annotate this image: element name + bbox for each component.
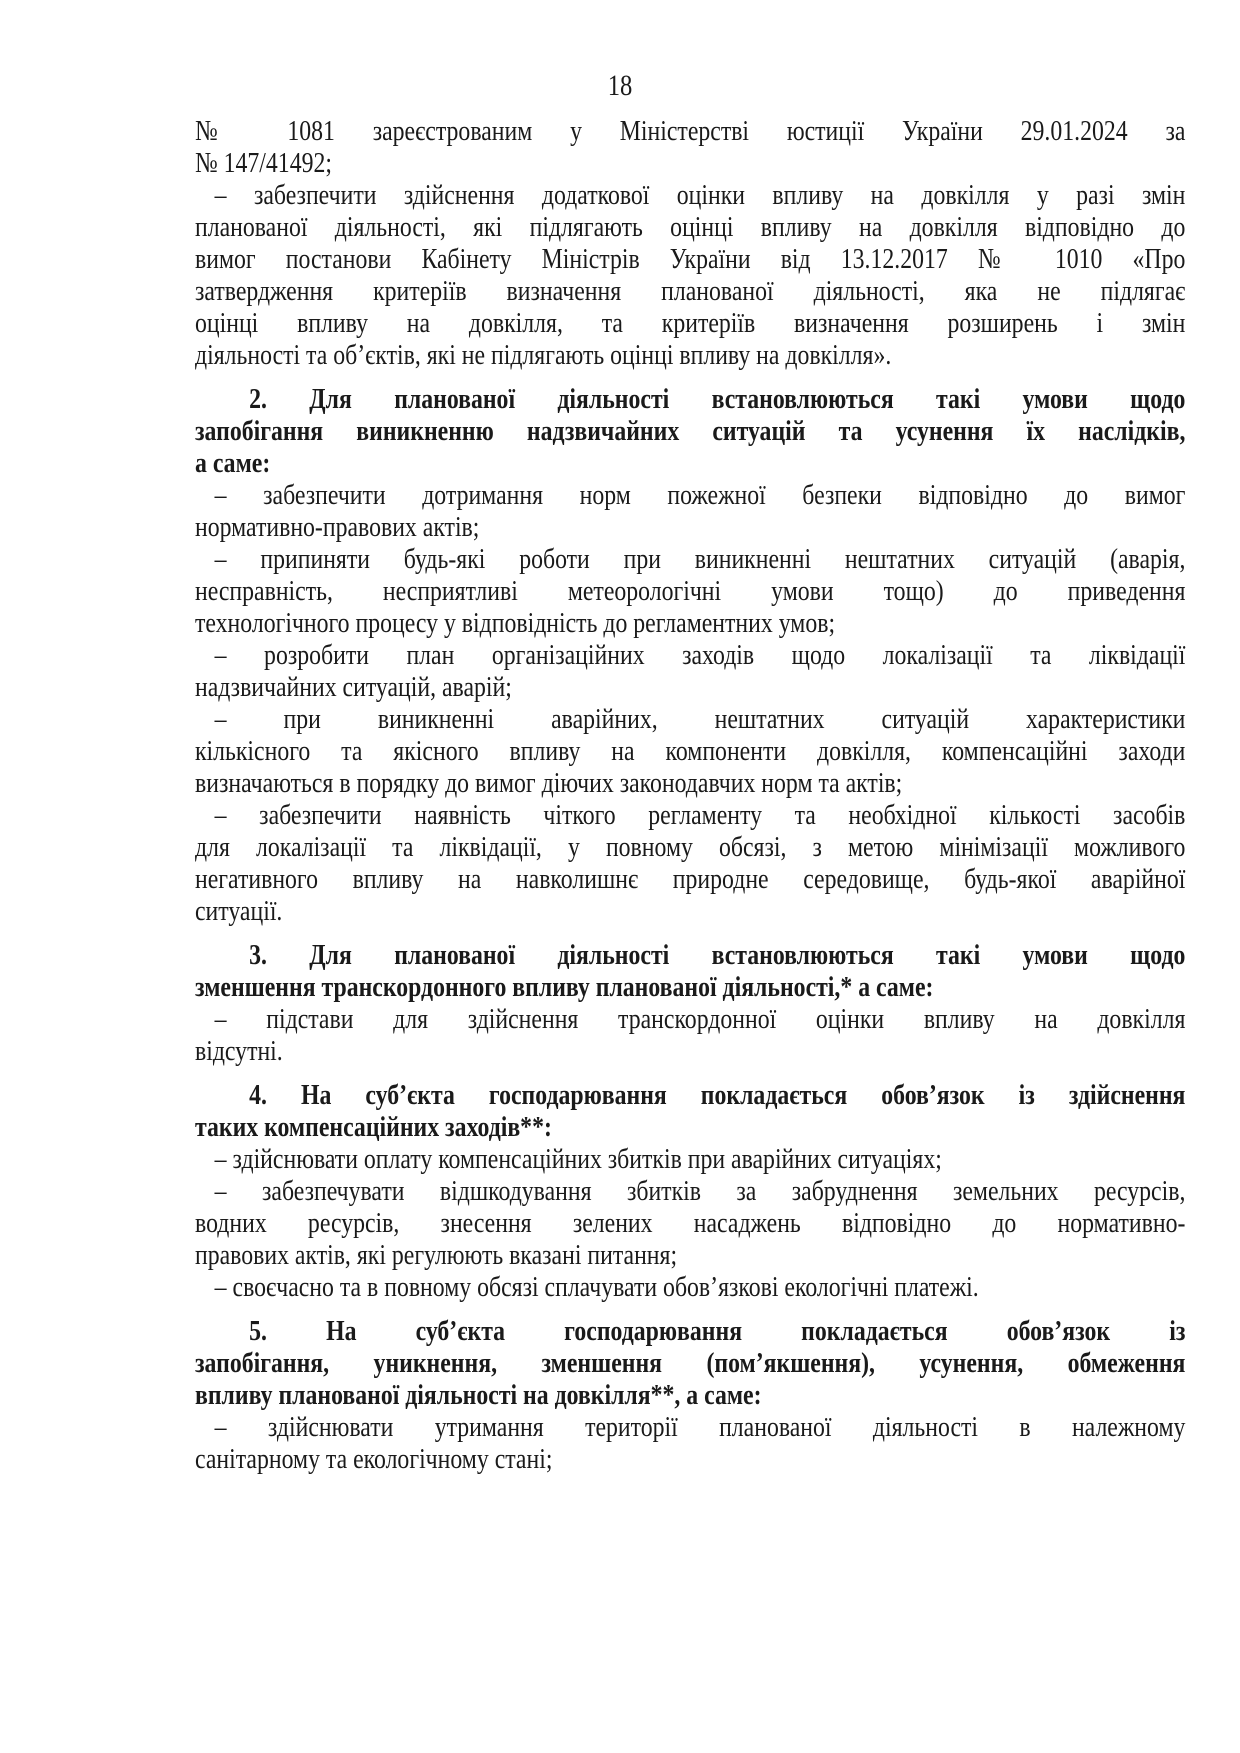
page-number: 18 [607, 69, 633, 102]
text-line-content: надзвичайних ситуацій, аварій; [195, 671, 512, 703]
text-line-content: впливу планованої діяльності на довкілля**, а саме: [195, 1379, 762, 1411]
section-gap [195, 1067, 1185, 1079]
text-line-content: 2. Для планованої діяльності встановлюються такі умови щодо [249, 383, 1186, 415]
text-line [195, 511, 1185, 543]
text-line [195, 831, 1185, 863]
text-line [195, 415, 1185, 447]
section-heading [195, 1315, 1185, 1411]
text-line-content: запобігання виникненню надзвичайних ситуацій та усунення їх наслідків, [195, 415, 1186, 447]
paragraph [195, 1411, 1185, 1475]
text-line [195, 1035, 1185, 1067]
paragraph [195, 639, 1185, 703]
text-line-content: зменшення транскордонного впливу планованої діяльності,* а саме: [195, 971, 934, 1003]
text-line-content: оцінці впливу на довкілля, та критеріїв визначення розширень і змін [195, 307, 1186, 339]
text-line [195, 1379, 1185, 1411]
paragraph [195, 479, 1185, 543]
section-gap [195, 371, 1185, 383]
paragraph [195, 703, 1185, 799]
text-line-content: водних ресурсів, знесення зелених насаджень відповідно до нормативно- [195, 1207, 1186, 1239]
text-line [195, 1411, 1185, 1443]
paragraph [195, 115, 1185, 179]
text-line-content: запобігання, уникнення, зменшення (пом’якшення), усунення, обмеження [195, 1347, 1186, 1379]
section-gap [195, 927, 1185, 939]
text-line [195, 799, 1185, 831]
text-line-content: – забезпечити наявність чіткого регламенту та необхідної кількості засобів [214, 799, 1186, 831]
text-line [195, 115, 1185, 147]
text-line-content: 5. На суб’єкта господарювання покладається обов’язок із [249, 1315, 1186, 1347]
text-line [195, 447, 1185, 479]
text-line-content: – припиняти будь-які роботи при виникненні нештатних ситуацій (аварія, [214, 543, 1186, 575]
text-line-content: № 1081 зареєстрованим у Міністерстві юстиції України 29.01.2024 за [195, 115, 1186, 147]
section-heading [195, 939, 1185, 1003]
text-line-content: планованої діяльності, які підлягають оцінці впливу на довкілля відповідно до [195, 211, 1186, 243]
text-line [195, 383, 1185, 415]
text-line-content: визначаються в порядку до вимог діючих законодавчих норм та актів; [195, 767, 903, 799]
text-line [195, 1315, 1185, 1347]
document-body [195, 115, 1185, 1475]
text-line [195, 939, 1185, 971]
text-line-content: затвердження критеріїв визначення планованої діяльності, яка не підлягає [195, 275, 1186, 307]
text-line [195, 1347, 1185, 1379]
paragraph [195, 1271, 1185, 1303]
text-line [195, 479, 1185, 511]
text-line [195, 1207, 1185, 1239]
text-line-content: нормативно-правових актів; [195, 511, 480, 543]
text-line [195, 767, 1185, 799]
text-line-content: 4. На суб’єкта господарювання покладається обов’язок із здійснення [249, 1079, 1186, 1111]
text-line [195, 275, 1185, 307]
section-heading [195, 383, 1185, 479]
text-line-content: правових актів, які регулюють вказані питання; [195, 1239, 678, 1271]
text-line-content: – підстави для здійснення транскордонної оцінки впливу на довкілля [214, 1003, 1186, 1035]
text-line [195, 147, 1185, 179]
paragraph [195, 543, 1185, 639]
text-line-content: технологічного процесу у відповідність до регламентних умов; [195, 607, 836, 639]
paragraph [195, 1175, 1185, 1271]
text-line [195, 1271, 1185, 1303]
text-line [195, 1111, 1185, 1143]
text-line-content: для локалізації та ліквідації, у повному обсязі, з метою мінімізації можливого [195, 831, 1186, 863]
section-gap [195, 1303, 1185, 1315]
text-line-content: – здійснювати оплату компенсаційних збитків при аварійних ситуаціях; [214, 1143, 942, 1175]
text-line [195, 639, 1185, 671]
text-line-content: – забезпечити здійснення додаткової оцінки впливу на довкілля у разі змін [214, 179, 1186, 211]
paragraph [195, 179, 1185, 371]
text-line-content: – при виникненні аварійних, нештатних ситуацій характеристики [214, 703, 1186, 735]
section-heading [195, 1079, 1185, 1143]
text-line-content: вимог постанови Кабінету Міністрів України від 13.12.2017 № 1010 «Про [195, 243, 1186, 275]
text-line [195, 895, 1185, 927]
paragraph [195, 1143, 1185, 1175]
paragraph [195, 1003, 1185, 1067]
text-line-content: негативного впливу на навколишнє природне середовище, будь-якої аварійної [195, 863, 1186, 895]
text-line [195, 543, 1185, 575]
text-line [195, 179, 1185, 211]
text-line-content: – здійснювати утримання території планованої діяльності в належному [214, 1411, 1186, 1443]
text-line-content: кількісного та якісного впливу на компоненти довкілля, компенсаційні заходи [195, 735, 1186, 767]
text-line-content: ситуації. [195, 895, 283, 927]
text-line [195, 1175, 1185, 1207]
text-line-content: № 147/41492; [195, 147, 332, 179]
text-line [195, 971, 1185, 1003]
text-line [195, 1003, 1185, 1035]
text-line-content: а саме: [195, 447, 271, 479]
text-line-content: – забезпечити дотримання норм пожежної безпеки відповідно до вимог [214, 479, 1186, 511]
text-line [195, 1079, 1185, 1111]
text-line-content: – розробити план організаційних заходів щодо локалізації та ліквідації [214, 639, 1186, 671]
text-line-content: – забезпечувати відшкодування збитків за забруднення земельних ресурсів, [214, 1175, 1186, 1207]
text-line [195, 1443, 1185, 1475]
text-line [195, 863, 1185, 895]
text-line-content: діяльності та об’єктів, які не підлягають оцінці впливу на довкілля». [195, 339, 892, 371]
text-line [195, 575, 1185, 607]
text-line [195, 339, 1185, 371]
paragraph [195, 799, 1185, 927]
text-line [195, 671, 1185, 703]
text-line-content: відсутні. [195, 1035, 283, 1067]
text-line [195, 607, 1185, 639]
text-line-content: таких компенсаційних заходів**: [195, 1111, 552, 1143]
text-line-content: 3. Для планованої діяльності встановлюються такі умови щодо [249, 939, 1186, 971]
text-line [195, 1239, 1185, 1271]
text-line [195, 211, 1185, 243]
text-line [195, 307, 1185, 339]
text-line [195, 703, 1185, 735]
text-line [195, 243, 1185, 275]
text-line-content: – своєчасно та в повному обсязі сплачувати обов’язкові екологічні платежі. [214, 1271, 979, 1303]
text-line-content: санітарному та екологічному стані; [195, 1443, 553, 1475]
text-line [195, 1143, 1185, 1175]
text-line-content: несправність, несприятливі метеорологічні умови тощо) до приведення [195, 575, 1186, 607]
text-line [195, 735, 1185, 767]
